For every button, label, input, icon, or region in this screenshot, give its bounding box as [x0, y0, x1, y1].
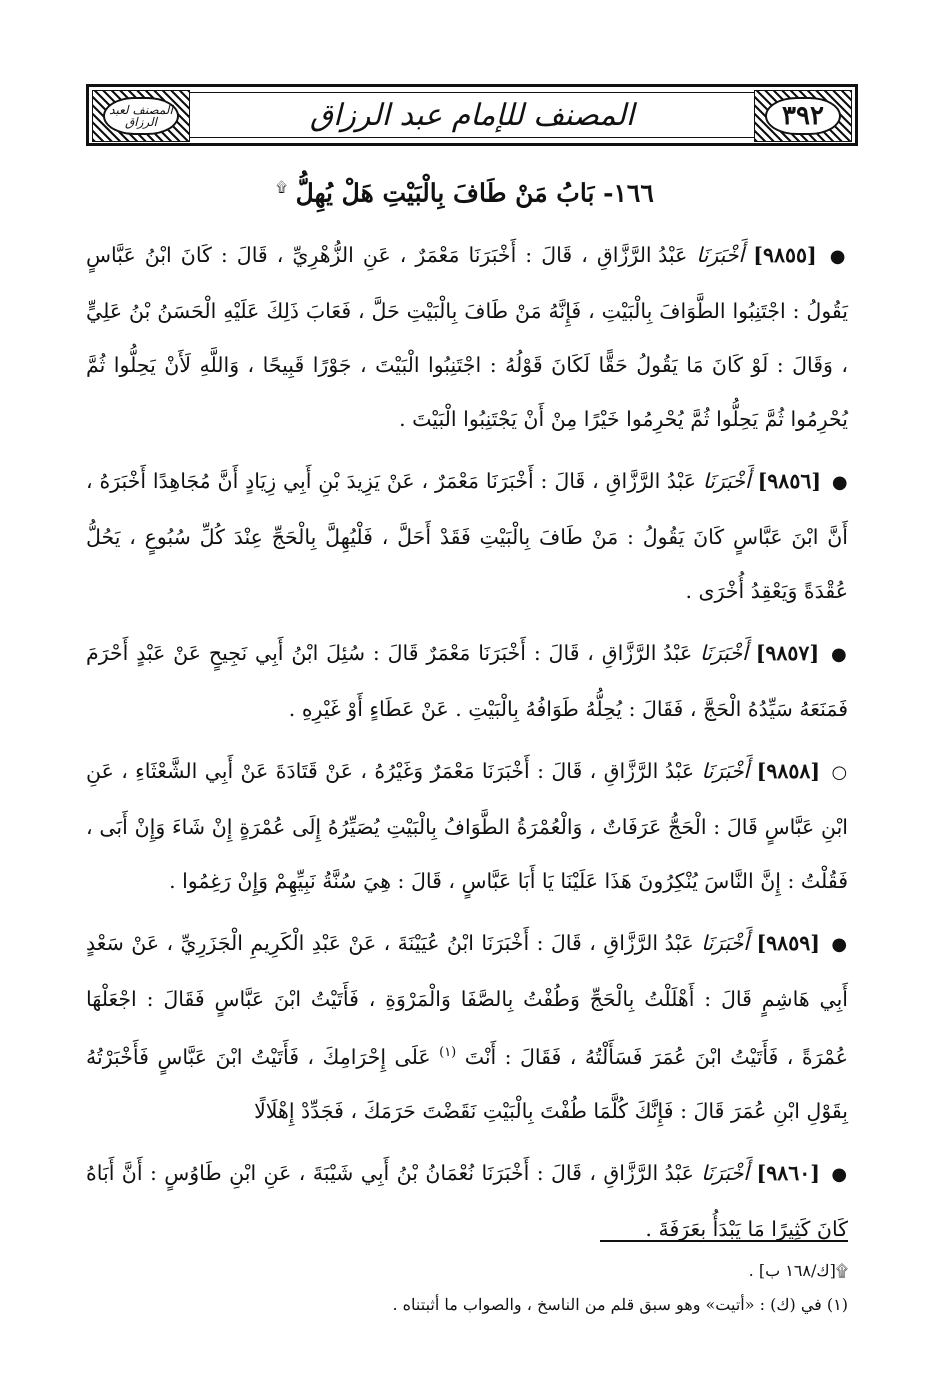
hadith-paragraph [86, 228, 848, 446]
hadith-text: عَبْدُ الرَّزَّاقِ ، قَالَ : أَخْبَرَنَا مَعْمَرٌ قَالَ : سُئِلَ ابْنُ أَبِي نَجِيحٍ عَنْ عَبْدٍ أَحْرَمَ فَمَنَعَهُ سَيِّدُهُ الْحَجَّ ، فَقَالَ : يُحِلُّهُ طَوَافُهُ بِالْبَيْتِ . عَنْ عَطَاءٍ أَوْ غَيْرِهِ . [86, 641, 848, 721]
hadith-paragraph [86, 626, 848, 736]
hadith-number: [٩٨٦٠] [756, 1160, 820, 1185]
bullet-icon: ● [831, 1163, 848, 1185]
chain-prefix: أَخْبَرَنَا [701, 931, 750, 955]
hadith-number: [٩٨٥٨] [756, 759, 821, 783]
hadith-text: عَبْدُ الرَّزَّاقِ ، قَالَ : أَخْبَرَنَا مَعْمَرٌ ، عَنِ الزُّهْرِيِّ ، قَالَ : كَانَ ابْنُ عَبَّاسٍ يَقُولُ : اجْتَنِبُوا الطَّوَافَ بِالْبَيْتِ ، فَإِنَّهُ مَنْ طَافَ بِالْبَيْتِ حَلَّ ، فَعَابَ ذَلِكَ عَلَيْهِ الْحَسَنُ بْنُ عَلِيٍّ ، وَقَالَ : لَوْ كَانَ مَا يَقُولُ حَقًّا لَكَانَ قَوْلُهُ : اجْتَنِبُوا الْبَيْتَ ، جَوْرًا قَبِيحًا ، وَاللَّهِ لَأَنْ يَحِلُّوا ثُمَّ يُحْرِمُوا ثُمَّ يَحِلُّوا ثُمَّ يُحْرِمُوا خَيْرًا مِنْ أَنْ يَجْتَنِبُوا الْبَيْتَ . [86, 243, 848, 431]
chapter-title [100, 166, 830, 210]
footnote-divider [600, 1240, 848, 1242]
book-logo-text: المصنف لعبد الرزاق [103, 97, 179, 135]
chapter-marker: ۩ [276, 180, 287, 196]
chapter-title-text: ١٦٦- بَابُ مَنْ طَافَ بِالْبَيْتِ هَلْ يُهِلُّ [295, 178, 654, 208]
chain-prefix: أَخْبَرَنَا [700, 641, 748, 665]
bullet-icon: ● [831, 472, 848, 493]
page-number: ٣٩٢ [765, 97, 841, 135]
footnotes [86, 1254, 848, 1322]
footnote-reference: (١) [439, 1045, 457, 1060]
footnote-1: (١) في (ك) : «أتيت» وهو سبق قلم من الناسخ ، والصواب ما أثبتناه . [392, 1295, 848, 1314]
hadith-text: عَبْدُ الرَّزَّاقِ ، قَالَ : أَخْبَرَنَا ابْنُ عُيَيْنَةَ ، عَنْ عَبْدِ الْكَرِيمِ الْجَزَرِيِّ ، عَنْ سَعْدٍ أَبِي هَاشِمٍ قَالَ : أَهْلَلْتُ بِالْحَجِّ وَطُفْتُ بِالصَّفَا وَالْمَرْوَةِ ، فَأَتَيْتُ ابْنَ عَبَّاسٍ فَقَالَ : اجْعَلْهَا عُمْرَةً ، فَأَتَيْتُ ابْنَ عُمَرَ فَسَأَلْتُهُ ، فَقَالَ : أَنْتَ [86, 931, 848, 1069]
bullet-icon: ● [830, 644, 848, 665]
hadith-paragraph [86, 916, 848, 1138]
hadith-number: [٩٨٥٧] [755, 641, 820, 665]
chain-prefix: أَخْبَرَنَا [702, 469, 751, 493]
hadith-text: عَبْدُ الرَّزَّاقِ ، قَالَ : أَخْبَرَنَا مَعْمَرٌ وَغَيْرُهُ ، عَنْ قَتَادَةَ عَنْ أَبِي الشَّعْثَاءِ ، عَنِ ابْنِ عَبَّاسٍ قَالَ : الْحَجُّ عَرَفَاتٌ ، وَالْعُمْرَةُ الطَّوَافُ بِالْبَيْتِ يُصَيِّرُهُ إِلَى عُمْرَةٍ إِنْ شَاءَ وَإِنْ أَبَى ، فَقُلْتُ : إِنَّ النَّاسَ يُنْكِرُونَ هَذَا عَلَيْنَا يَا أَبَا عَبَّاسٍ ، قَالَ : هِيَ سُنَّةُ نَبِيِّهِمْ وَإِنْ رَغِمُوا . [86, 759, 848, 893]
hadith-text: عَبْدُ الرَّزَّاقِ ، قَالَ : أَخْبَرَنَا نُعْمَانُ بْنُ أَبِي شَيْبَةَ ، عَنِ ابْنِ طَاوُسٍ : أَنَّ أَبَاهُ كَانَ كَثِيرًا مَا يَبْدَأُ بِعَرَفَةَ . [86, 1160, 848, 1241]
footnote-manuscript-ref: ۩[ك/١٦٨ ب] . [748, 1261, 848, 1280]
bullet-icon: ● [829, 246, 848, 267]
page-number-ornament [754, 90, 852, 142]
hadith-number: [٩٨٥٦] [757, 469, 822, 493]
page-header [86, 84, 858, 146]
chain-prefix: أَخْبَرَنَا [701, 1160, 750, 1185]
book-title: المصنف للإمام عبد الرزاق [309, 97, 635, 133]
bullet-icon: ● [831, 934, 848, 955]
chain-prefix: أَخْبَرَنَا [701, 759, 750, 783]
hadith-paragraph [86, 744, 848, 908]
book-logo-ornament [92, 90, 190, 142]
main-text [86, 228, 848, 1264]
chain-prefix: أَخْبَرَنَا [696, 243, 745, 267]
hadith-number: [٩٨٥٥] [753, 243, 817, 267]
hadith-number: [٩٨٥٩] [756, 931, 820, 955]
hadith-paragraph [86, 454, 848, 618]
hadith-text-continued: عَلَى إِحْرَامِكَ ، فَأَتَيْتُ ابْنَ عَبَّاسٍ فَأَخْبَرْتُهُ بِقَوْلِ ابْنِ عُمَرَ قَالَ : فَإِنَّكَ كُلَّمَا طُفْتَ بِالْبَيْتِ نَقَضْتَ حَرَمَكَ ، فَجَدِّدْ إِهْلَالًا [86, 1044, 848, 1123]
hadith-text: عَبْدُ الرَّزَّاقِ ، قَالَ : أَخْبَرَنَا مَعْمَرٌ ، عَنْ يَزِيدَ بْنِ أَبِي زِيَادٍ أَنَّ مُجَاهِدًا أَخْبَرَهُ ، أَنَّ ابْنَ عَبَّاسٍ كَانَ يَقُولُ : مَنْ طَافَ بِالْبَيْتِ فَقَدْ أَحَلَّ ، فَلْيُهِلَّ بِالْحَجِّ عِنْدَ كُلِّ سُبُوعٍ ، يَحُلُّ عُقْدَةً وَيَعْقِدُ أُخْرَى . [86, 469, 848, 603]
bullet-icon: ○ [831, 762, 848, 783]
